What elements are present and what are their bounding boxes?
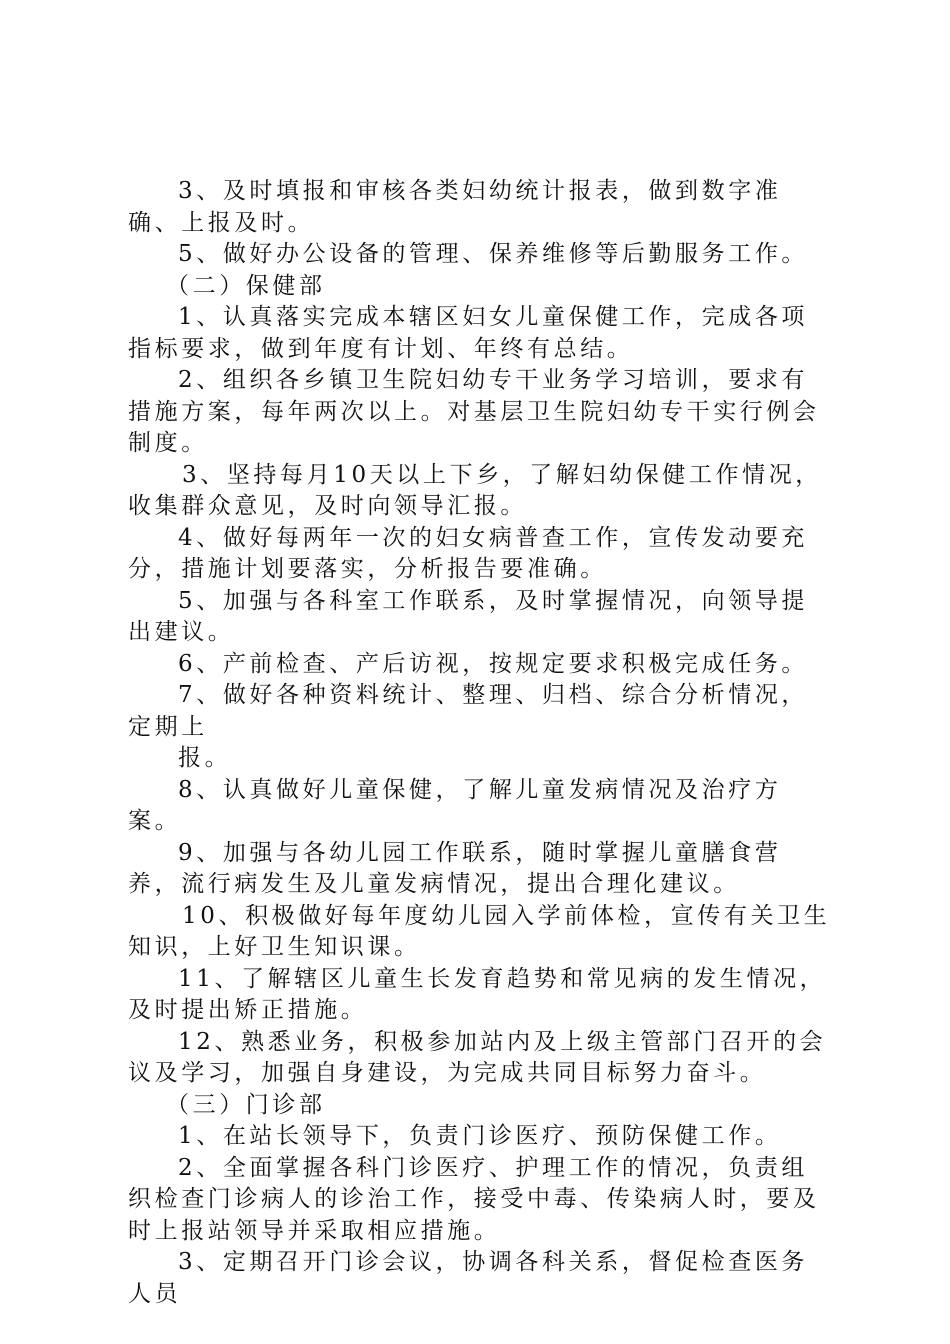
paragraph-health-item-1: 1、认真落实完成本辖区妇女儿童保健工作，完成各项指标要求，做到年度有计划、年终有总结。 bbox=[128, 304, 809, 362]
paragraph-outpatient-item-2: 2、全面掌握各科门诊医疗、护理工作的情况，负责组织检查门诊病人的诊治工作，接受中毒、传染病人时，要及时上报站领导并采取相应措施。 bbox=[128, 1154, 820, 1244]
document-body bbox=[128, 176, 832, 1310]
paragraph-health-item-8: 8、认真做好儿童保健，了解儿童发病情况及治疗方案。 bbox=[128, 776, 782, 834]
section-heading-health-dept: （二）保健部 bbox=[166, 272, 326, 299]
paragraph-outpatient-item-3: 3、定期召开门诊会议，协调各科关系，督促检查医务人员 bbox=[128, 1249, 809, 1307]
paragraph-health-item-7-continued: 报。 bbox=[178, 745, 232, 771]
paragraph-admin-item-5: 5、做好办公设备的管理、保养维修等后勤服务工作。 bbox=[178, 241, 809, 267]
paragraph-health-item-12: 12、熟悉业务，积极参加站内及上级主管部门召开的会议及学习，加强自身建设，为完成共同目标努力奋斗。 bbox=[128, 1028, 827, 1086]
paragraph-health-item-11: 11、了解辖区儿童生长发育趋势和常见病的发生情况，及时提出矫正措施。 bbox=[128, 965, 827, 1023]
paragraph-health-item-6: 6、产前检查、产后访视，按规定要求积极完成任务。 bbox=[178, 650, 809, 677]
paragraph-health-item-10: 10、积极做好每年度幼儿园入学前体检，宣传有关卫生知识，上好卫生知识课。 bbox=[128, 902, 831, 960]
paragraph-health-item-5: 5、加强与各科室工作联系，及时掌握情况，向领导提出建议。 bbox=[128, 587, 809, 645]
paragraph-health-item-7: 7、做好各种资料统计、整理、归档、综合分析情况，定期上 bbox=[128, 682, 809, 740]
paragraph-admin-item-3: 3、及时填报和审核各类妇幼统计报表，做到数字准确、上报及时。 bbox=[128, 178, 782, 236]
paragraph-health-item-4: 4、做好每两年一次的妇女病普查工作，宣传发动要充分，措施计划要落实，分析报告要准确。 bbox=[128, 524, 809, 582]
paragraph-health-item-9: 9、加强与各幼儿园工作联系，随时掌握儿童膳食营养，流行病发生及儿童发病情况，提出合理化建议。 bbox=[128, 839, 782, 897]
paragraph-health-item-3: 3、坚持每月10天以上下乡，了解妇幼保健工作情况，收集群众意见，及时向领导汇报。 bbox=[128, 461, 822, 519]
paragraph-health-item-2: 2、组织各乡镇卫生院妇幼专干业务学习培训，要求有措施方案，每年两次以上。对基层卫生院妇幼专干实行例会制度。 bbox=[128, 367, 820, 456]
paragraph-outpatient-item-1: 1、在站长领导下，负责门诊医疗、预防保健工作。 bbox=[178, 1123, 782, 1149]
section-heading-outpatient-dept: （三）门诊部 bbox=[166, 1091, 326, 1118]
